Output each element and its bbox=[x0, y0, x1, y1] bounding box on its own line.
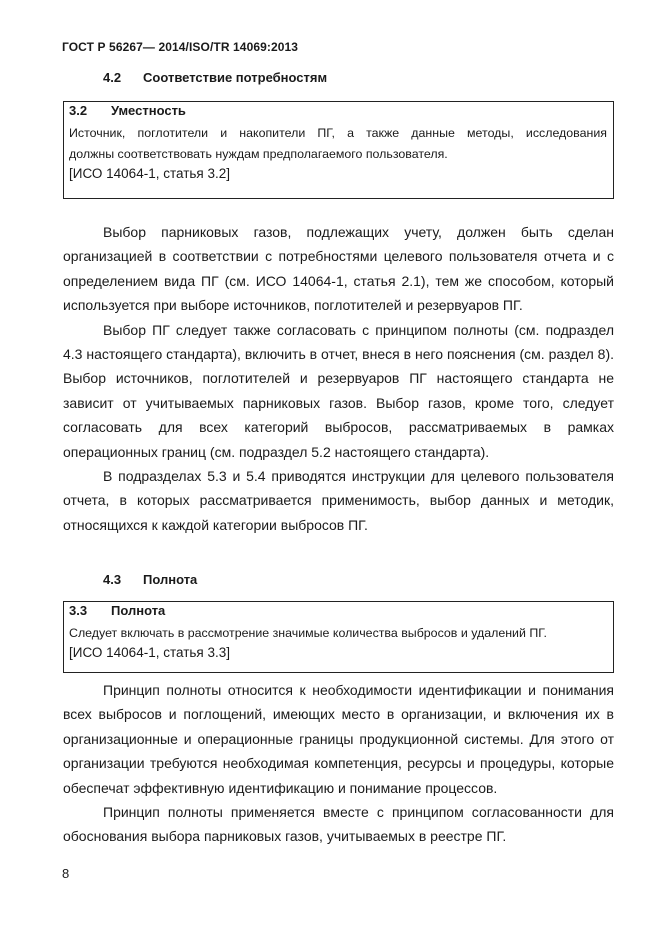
definition-reference: [ИСО 14064-1, статья 3.2] bbox=[69, 166, 230, 181]
paragraph: Выбор ПГ следует также согласовать с принципом полноты (см. подраздел 4.3 настоящего стандарта), включить в отчет, внеся в него пояснения (см. раздел 8). Выбор источников, поглотителей и резервуаров ПГ настоящего стандарта не зависит от учитываемых парниковых газов. Выбор газов, кроме того, следует согласовать для всех категорий выбросов, рассматриваемых в рамках операционных границ (см. подраздел 5.2 настоящего стандарта). bbox=[63, 321, 614, 460]
document-header: ГОСТ Р 56267— 2014/ISO/TR 14069:2013 bbox=[62, 40, 299, 54]
paragraph: Принцип полноты относится к необходимости идентификации и понимания всех выбросов и поглощений, имеющих место в организации, и включения их в организационные и операционные границы продукционной системы. Для этого от организации требуются необходимая компетенция, ресурсы и процедуры, которые обеспечат эффективную идентификацию и понимание процессов. bbox=[63, 682, 614, 796]
definition-box-relevance bbox=[63, 101, 614, 199]
definition-title bbox=[64, 102, 613, 120]
definition-reference: [ИСО 14064-1, статья 3.3] bbox=[69, 645, 230, 660]
definition-box-completeness bbox=[63, 601, 614, 673]
section-heading-4-3 bbox=[103, 572, 197, 587]
paragraph: В подразделах 5.3 и 5.4 приводятся инструкции для целевого пользователя отчета, в которых рассматривается применимость, выбор данных и методик, относящихся к каждой категории выбросов ПГ. bbox=[63, 468, 614, 533]
definition-text-line: должны соответствовать нуждам предполагаемого пользователя. bbox=[69, 147, 448, 161]
definition-number: 3.3 bbox=[69, 603, 88, 618]
paragraph: Выбор парниковых газов, подлежащих учету, должен быть сделан организацией в соответствии с потребностями целевого пользователя отчета и с определением вида ПГ (см. ИСО 14064-1, статья 2.1), тем же способом, который используется при выборе источников, поглотителей и резервуаров ПГ. bbox=[63, 224, 614, 314]
body-text-4-2 bbox=[63, 220, 614, 537]
definition-number: 3.2 bbox=[69, 103, 88, 118]
definition-term: Полнота bbox=[111, 603, 166, 618]
section-heading-4-2 bbox=[103, 70, 327, 85]
section-title: Соответствие потребностям bbox=[143, 70, 328, 85]
section-number: 4.2 bbox=[103, 70, 122, 85]
definition-text-line: Источник, поглотители и накопители ПГ, а также данные методы, исследования bbox=[69, 126, 607, 140]
section-number: 4.3 bbox=[103, 572, 122, 587]
definition-title bbox=[64, 602, 613, 620]
page-number: 8 bbox=[62, 866, 70, 881]
definition-term: Уместность bbox=[111, 103, 186, 118]
body-text-4-3 bbox=[63, 678, 614, 849]
definition-text-line: Следует включать в рассмотрение значимые количества выбросов и удалений ПГ. bbox=[69, 626, 547, 640]
section-title: Полнота bbox=[143, 572, 198, 587]
paragraph: Принцип полноты применяется вместе с принципом согласованности для обоснования выбора парниковых газов, учитываемых в реестре ПГ. bbox=[63, 804, 614, 845]
